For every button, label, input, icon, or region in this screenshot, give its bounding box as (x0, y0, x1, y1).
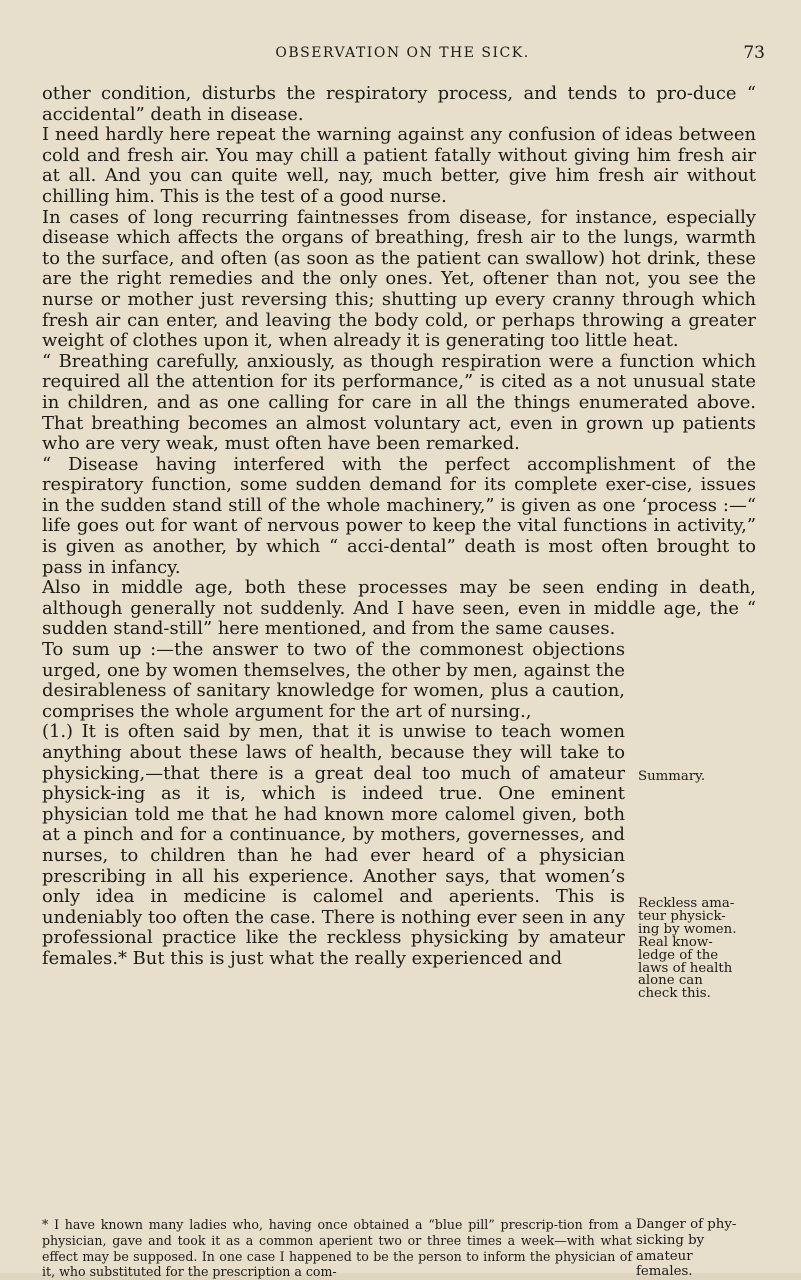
page-header (40, 45, 765, 69)
paragraph: (1.) It is often said by men, that it is unwise to teach women anything about these laws of health, because they will take to physicking,—that there is a great deal too much of amateur physick-ing as it is, which is indeed true. One eminent physician told me that he had known more calomel given, both at a pinch and for a continuance, by mothers, governesses, and nurses, to children than he had ever heard of a physician prescribing in all his experience. Another says, that women’s only idea in medicine is calomel and aperients. This is undeniably too often the case. There is nothing ever seen in any professional practice like the reckless physicking by amateur females.* But this is just what the really experienced and (42, 721, 625, 969)
footnote: * I have known many ladies who, having once obtained a “blue pill” prescrip-tion from a physician, gave and took it as a common aperient two or three times a week—with what effect may be supposed. In one case I happened to be the person to inform the physician of it, who substituted for the prescription a com- (42, 1217, 632, 1280)
paragraph: I need hardly here repeat the warning against any confusion of ideas between cold and fresh air. You may chill a patient fatally without giving him fresh air at all. And you can quite well, nay, much better, give him fresh air without chilling him. This is the test of a good nurse. (42, 124, 756, 207)
margin-note-danger: Danger of phy- sicking by amateur females. (636, 1217, 737, 1280)
paragraph: In cases of long recurring faintnesses from disease, for instance, especially disease which affects the organs of breathing, fresh air to the lungs, warmth to the surface, and often (as soon as the patient can swallow) hot drink, these are the right remedies and the only ones. Yet, oftener than not, you see the nurse or mother just reversing this; shutting up every cranny through which fresh air can enter, and leaving the body cold, or perhaps throwing a greater weight of clothes upon it, when already it is generating too little heat. (42, 206, 756, 352)
body-text (42, 84, 756, 970)
running-head: OBSERVATION ON THE SICK. (275, 45, 530, 61)
paragraph: other condition, disturbs the respiratory process, and tends to pro-duce “ accidental” death in disease. (42, 83, 756, 125)
paragraph: To sum up :—the answer to two of the commonest objections urged, one by women themselves, the other by men, against the desirableness of sanitary knowledge for women, plus a caution, comprises the whole argument for the art of nursing., (42, 639, 625, 722)
page-number: 73 (743, 43, 765, 63)
paragraph: “ Disease having interfered with the perfect accomplishment of the respiratory function, some sudden demand for its complete exer-cise, issues in the sudden stand still of the whole machinery,” is given as one ‘process :—“ life goes out for want of nervous power to keep the vital functions in activity,” is given as another, by which “ acci-dental” death is most often brought to pass in infancy. (42, 453, 756, 578)
paragraph: Also in middle age, both these processes may be seen ending in death, although generally not suddenly. And I have seen, even in middle age, the “ sudden stand-still” here mentioned, and from the same causes. (42, 577, 756, 640)
margin-note-reckless-physicking: Reckless ama- teur physick- ing by women. Real know- ledge of the laws of health alone can check this. (638, 896, 737, 1002)
margin-note-summary: Summary. (638, 769, 706, 784)
paragraph: “ Breathing carefully, anxiously, as though respiration were a function which required all the attention for its performance,” is cited as a not unusual state in children, and as one calling for care in all the things enumerated above. That breathing becomes an almost voluntary act, even in grown up patients who are very weak, must often have been remarked. (42, 350, 756, 455)
